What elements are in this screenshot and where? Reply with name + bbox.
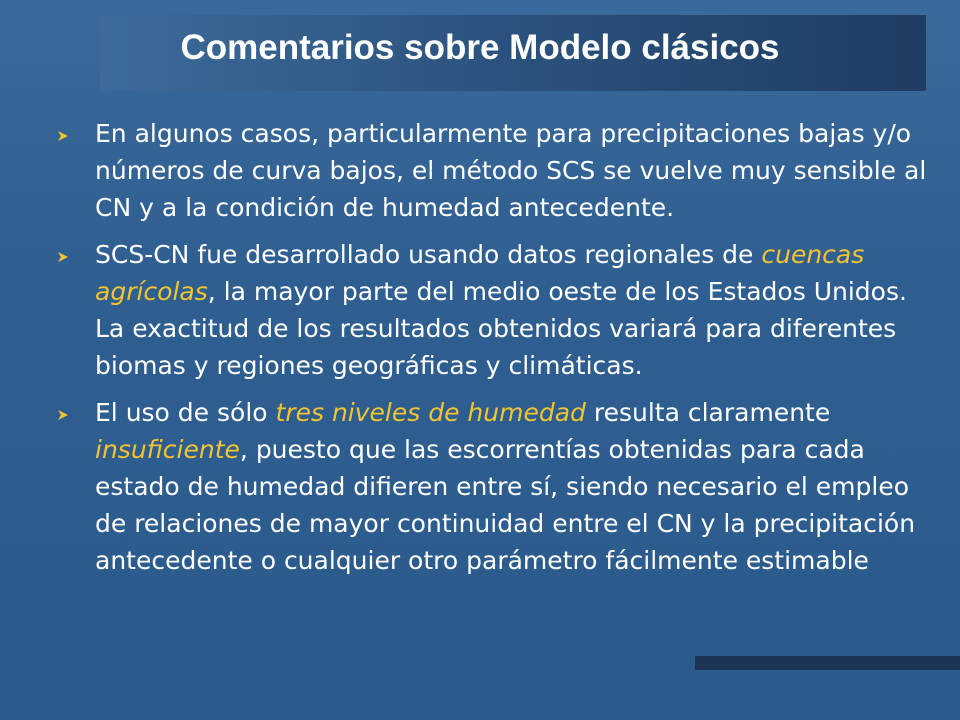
bullet-text bbox=[95, 115, 935, 226]
chevron-right-icon bbox=[57, 130, 69, 142]
highlighted-term: tres niveles de humedad bbox=[275, 398, 586, 427]
bullet-item bbox=[55, 394, 935, 579]
chevron-right-icon bbox=[57, 409, 69, 421]
bullet-text bbox=[95, 236, 935, 384]
highlighted-term: cuencas agrícolas bbox=[95, 240, 865, 306]
bullet-text-segment: , puesto que las escorrentías obtenidas para cada estado de humedad difieren entre sí, siendo necesario el empleo de relaciones de mayor continuidad entre el CN y la precipitación antecedente o cualquier otro parámetro fácilmente estimable bbox=[95, 435, 916, 575]
slide-title: Comentarios sobre Modelo clásicos bbox=[180, 28, 780, 67]
highlighted-term: insuficiente bbox=[95, 435, 240, 464]
bullet-text-segment: SCS-CN fue desarrollado usando datos regionales de bbox=[95, 240, 762, 269]
bullet-text-segment: En algunos casos, particularmente para precipitaciones bajas y/o números de curva bajos, el método SCS se vuelve muy sensible al CN y a la condición de humedad antecedente. bbox=[95, 119, 927, 222]
bullet-text bbox=[95, 394, 935, 579]
bullet-item bbox=[55, 115, 935, 226]
bullet-text-segment: , la mayor parte del medio oeste de los Estados Unidos. La exactitud de los resultados obtenidos variará para diferentes biomas y regiones geográficas y climáticas. bbox=[95, 277, 907, 380]
bullet-text-segment: resulta claramente bbox=[585, 398, 831, 427]
chevron-right-icon bbox=[57, 251, 69, 263]
bullet-item bbox=[55, 236, 935, 384]
decorative-accent-bar bbox=[695, 656, 960, 670]
bullet-list bbox=[55, 115, 935, 589]
bullet-text-segment: El uso de sólo bbox=[95, 398, 276, 427]
